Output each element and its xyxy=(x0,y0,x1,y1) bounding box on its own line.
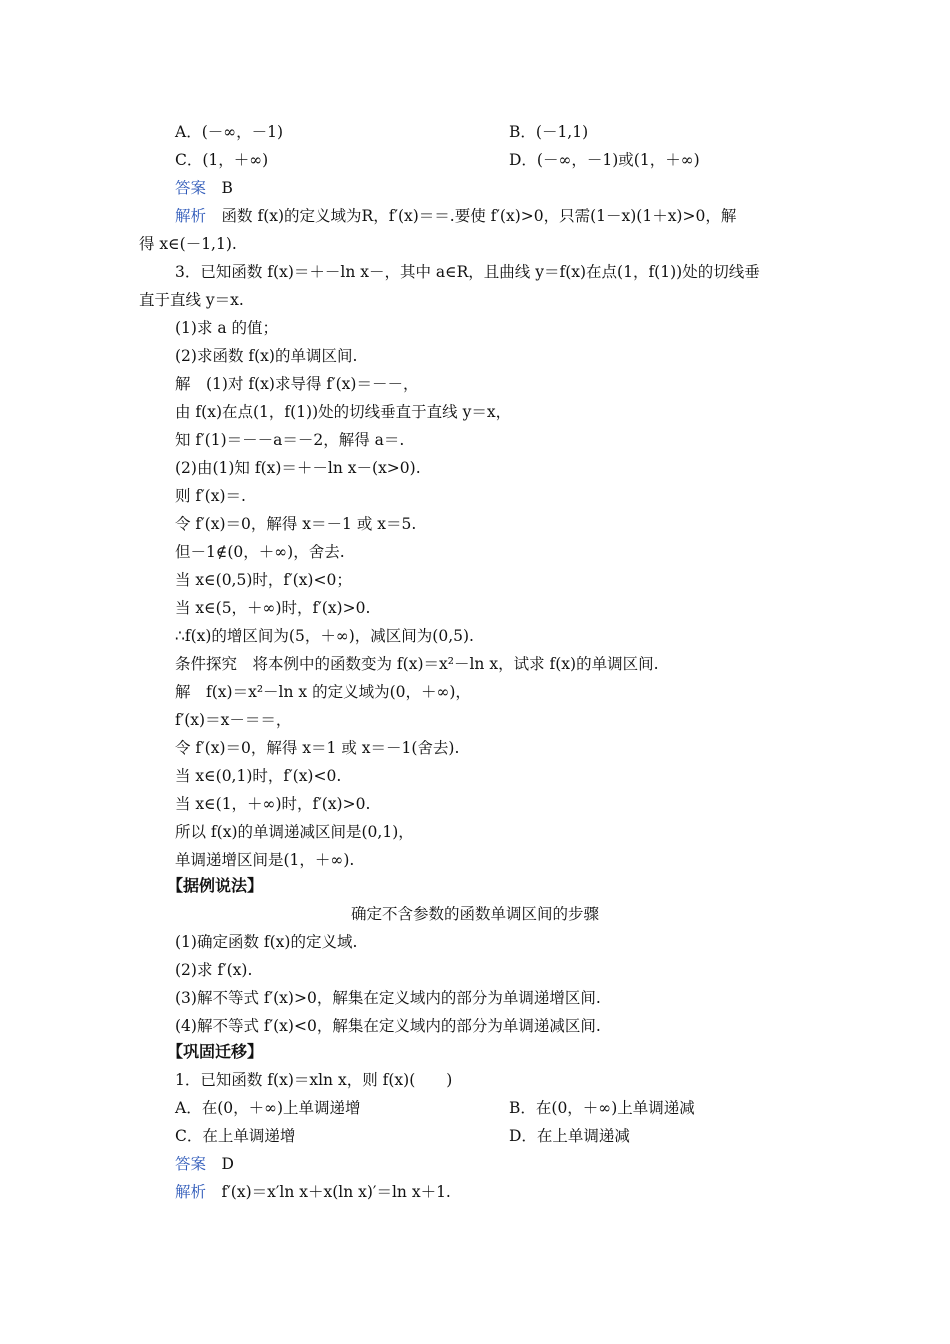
option-c: C．(1，＋∞) xyxy=(175,151,269,169)
option-a: A．(－∞，－1) xyxy=(175,123,284,141)
solution-line: 当 x∈(0,5)时，f′(x)<0； xyxy=(175,571,352,589)
analysis-label: 解析 xyxy=(175,207,207,225)
practice-answer-label: 答案 xyxy=(175,1155,207,1173)
solution-line: 解 (1)对 f(x)求导得 f′(x)＝－－， xyxy=(175,375,419,393)
variant-line: 令 f′(x)＝0，解得 x＝1 或 x＝－1(舍去). xyxy=(175,739,460,757)
solution-line: 但－1∉(0，＋∞)，舍去. xyxy=(175,543,345,561)
solution-line: 知 f′(1)＝－－a＝－2，解得 a＝. xyxy=(175,431,405,449)
question-3-part-1: (1)求 a 的值； xyxy=(175,319,279,337)
method-step: (3)解不等式 f′(x)>0，解集在定义域内的部分为单调递增区间. xyxy=(175,989,601,1007)
practice-analysis-line xyxy=(175,1182,451,1202)
practice-option-d: D．在上单调递减 xyxy=(509,1127,630,1145)
variant-line: f′(x)＝x－＝＝， xyxy=(175,711,292,729)
analysis-line xyxy=(175,206,736,226)
solution-line: ∴f(x)的增区间为(5，＋∞)，减区间为(0,5). xyxy=(175,627,474,645)
variant-line: 解 f(x)＝x²－ln x 的定义域为(0，＋∞)， xyxy=(175,683,471,701)
analysis-continuation: 得 x∈(－1,1). xyxy=(139,235,237,253)
variant-line: 单调递增区间是(1，＋∞). xyxy=(175,851,355,869)
method-title: 确定不含参数的函数单调区间的步骤 xyxy=(350,905,599,923)
option-d: D．(－∞，－1)或(1，＋∞) xyxy=(509,151,700,169)
solution-line: 令 f′(x)＝0，解得 x＝－1 或 x＝5. xyxy=(175,515,417,533)
variant-line: 当 x∈(1，＋∞)时，f′(x)>0. xyxy=(175,795,371,813)
variant-line: 当 x∈(0,1)时，f′(x)<0. xyxy=(175,767,342,785)
question-3-part-2: (2)求函数 f(x)的单调区间. xyxy=(175,347,358,365)
answer-label: 答案 xyxy=(175,179,207,197)
practice-option-a: A．在(0，＋∞)上单调递增 xyxy=(175,1099,361,1117)
method-heading: 【据例说法】 xyxy=(167,876,264,895)
solution-line: 当 x∈(5，＋∞)时，f′(x)>0. xyxy=(175,599,371,617)
practice-answer-line xyxy=(175,1154,234,1174)
practice-heading: 【巩固迁移】 xyxy=(167,1042,264,1061)
practice-analysis-label: 解析 xyxy=(175,1183,207,1201)
answer-value: B xyxy=(221,179,233,197)
practice-analysis-text: f′(x)＝x′ln x＋x(ln x)′＝ln x＋1. xyxy=(221,1183,451,1201)
question-3-stem: 3．已知函数 f(x)＝＋－ln x－，其中 a∈R，且曲线 y＝f(x)在点(1，f(1))处的切线垂 xyxy=(175,263,760,281)
answer-line xyxy=(175,178,233,198)
variant-line: 所以 f(x)的单调递减区间是(0,1)， xyxy=(175,823,414,841)
option-b: B．(－1,1) xyxy=(509,123,589,141)
solution-line: (2)由(1)知 f(x)＝＋－ln x－(x>0). xyxy=(175,459,421,477)
solution-line: 由 f(x)在点(1，f(1))处的切线垂直于直线 y＝x， xyxy=(175,403,512,421)
question-3-stem-continuation: 直于直线 y＝x. xyxy=(139,291,244,309)
method-step: (2)求 f′(x). xyxy=(175,961,253,979)
analysis-text: 函数 f(x)的定义域为R，f′(x)＝＝.要使 f′(x)>0，只需(1－x)(1＋x)>0，解 xyxy=(221,207,737,225)
practice-question-1: 1．已知函数 f(x)＝xln x，则 f(x)( ) xyxy=(175,1071,453,1089)
solution-line: 则 f′(x)＝. xyxy=(175,487,246,505)
method-step: (4)解不等式 f′(x)<0，解集在定义域内的部分为单调递减区间. xyxy=(175,1017,601,1035)
practice-option-c: C．在上单调递增 xyxy=(175,1127,296,1145)
method-step: (1)确定函数 f(x)的定义域. xyxy=(175,933,358,951)
practice-answer-value: D xyxy=(221,1155,234,1173)
variant-line: 条件探究 将本例中的函数变为 f(x)＝x²－ln x，试求 f(x)的单调区间. xyxy=(175,655,659,673)
practice-option-b: B．在(0，＋∞)上单调递减 xyxy=(509,1099,695,1117)
